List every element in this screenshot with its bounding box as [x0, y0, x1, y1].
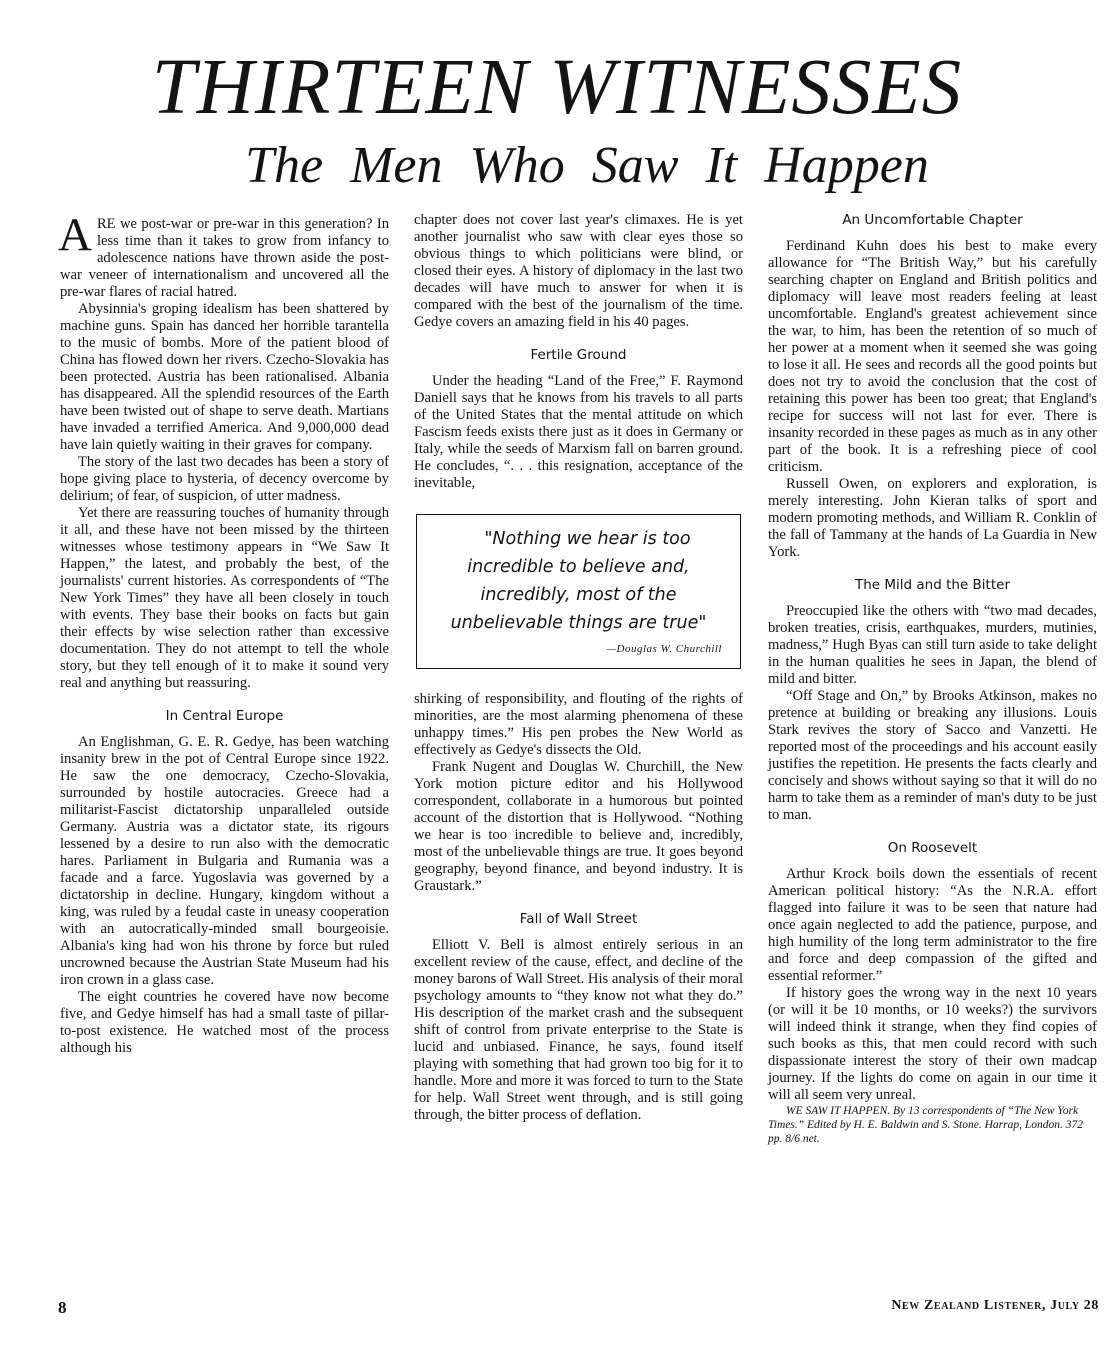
- paragraph: Preoccupied like the others with “two mad decades, broken treaties, crisis, earthquakes, murders, mutinies, madness,” Hugh Byas can still turn aside to take delight in the human qualities he sees in Japan, the blend of mild and bitter.: [768, 603, 1097, 687]
- paragraph: Under the heading “Land of the Free,” F. Raymond Daniell says that he knows from his travels to all parts of the United States that the mental attitude on which Fascism feeds exists there just as it does in Germany or Italy, while the seeds of Marxism fall on barren ground. He concludes, “. . . this resignation, acceptance of the inevitable,: [414, 373, 743, 491]
- column-3: [768, 212, 1097, 1146]
- paragraph: Abysinnia's groping idealism has been shattered by machine guns. Spain has danced her horrible tarantella to the music of bombs. More of the patient blood of China has flowed down her rivers. Czecho-Slovakia has been protected. Austria has been rationalised. Albania has disappeared. All the splendid resources of the Earth have been twisted out of shape to serve death. Martians have invaded a terrified America. And 9,000,000 dead have lain quietly waiting in their graves for company.: [60, 301, 389, 453]
- column-1: [58, 209, 389, 1057]
- paragraph: Ferdinand Kuhn does his best to make every allowance for “The British Way,” but his carefully searching chapter on England and British politics and diplomacy will leave most readers feeling at least uncomfortable. England's greatest achievement since the war, to him, has been the retention of so much of her power at a moment when it seemed she was going to lose it all. He sees and records all the good points but does not try to avoid the conclusion that the cost of retaining this power has been too great; that England's recipe for success will not last for ever. There is insanity recorded in these pages as much as in any other part of the book. It is a refreshing piece of cool criticism.: [768, 238, 1097, 475]
- paragraph: Frank Nugent and Douglas W. Churchill, the New York motion picture editor and his Hollywood correspondent, collaborate in a humorous but pointed account of the distortion that is Hollywood. “Nothing we hear is too incredible to believe and, incredibly, most of the unbelievable things are true. It goes beyond geography, beyond finance, and beyond industry. It is Graustark.”: [414, 759, 743, 894]
- paragraph: If history goes the wrong way in the next 10 years (or will it be 10 months, or 10 weeks?) the survivors will indeed think it strange, when they find copies of such books as this, that men could record with such dispassionate interest the story of their own madcap journey. If the lights do come on again in our time it will all seem very unreal.: [768, 985, 1097, 1103]
- pull-quote-text: "Nothing we hear is too incredible to believe and, incredibly, most of the unbelievable things are true": [450, 529, 707, 633]
- subheadline: The Men Who Saw It Happen: [245, 137, 929, 194]
- paragraph: chapter does not cover last year's climaxes. He is yet another journalist who saw with clear eyes those so obvious things to which politicians were blind, or closed their eyes. A history of diplomacy in the last two decades will have much to answer for when it is compared with the best of the journalism of the time. Gedye covers an amazing field in his 40 pages.: [414, 212, 743, 330]
- headline: THIRTEEN WITNESSES: [151, 44, 963, 131]
- paragraph: “Off Stage and On,” by Brooks Atkinson, makes no pretence at building or breaking any illusions. Louis Stark revives the story of Sacco and Vanzetti. He reported most of the proceedings and his account easily justifies the repetition. He presents the facts clearly and concisely and shows without saying so that it will do no harm to take them as a reminder of man's duty to be just to man.: [768, 688, 1097, 823]
- paragraph: shirking of responsibility, and flouting of the rights of minorities, are the most alarming phenomena of these unhappy times.” His pen probes the New World as effectively as Gedye's dissects the Old.: [414, 691, 743, 758]
- paragraph: An Englishman, G. E. R. Gedye, has been watching insanity brew in the pot of Central Europe since 1922. He saw the one democracy, Czecho-Slovakia, surrounded by hostile autocracies. Greece had a militarist-Fascist dictatorship unparalleled outside Germany. Austria was a dictator state, its rigours lessened by a desire to run also with the democratic hares. Parliament in Bulgaria and Rumania was a facade and a farce. Yugoslavia was governed by a dictatorship in decline. Hungary, kingdom without a king, was ruled by a feudal caste in uneasy cooperation with an autocratically-minded small bourgeoisie. Albania's king had won his throne by force but ruled uncrowned because the Austrian State Museum had his iron crown in a glass case.: [60, 734, 389, 988]
- drop-cap: A: [58, 209, 92, 261]
- section-heading: In Central Europe: [165, 708, 284, 724]
- opening-paragraph: [58, 209, 389, 301]
- paragraph: Yet there are reassuring touches of humanity through it all, and these have not been missed by the thirteen witnesses whose testimony appears in “We Saw It Happen,” the latest, and probably the best, of the journalists' current histories. As correspondents of “The New York Times” they have all been closely in touch with events. They base their books on facts but gain their effects by wise selection rather than excessive documentation. They do not attempt to tell the whole story, but they tell enough of it to make it sound very real and anything but reassuring.: [60, 505, 389, 691]
- pull-quote-credit: —Douglas W. Churchill: [606, 643, 722, 655]
- paragraph: The eight countries he covered have now become five, and Gedye himself has had a small taste of pillar-to-post existence. He watched most of the process although his: [60, 989, 389, 1056]
- section-heading: An Uncomfortable Chapter: [842, 212, 1023, 228]
- publication-masthead: New Zealand Listener, July 28: [891, 1298, 1099, 1313]
- paragraph: Arthur Krock boils down the essentials of recent American political history: “As the N.R.A. effort flagged into failure it was to be seen that nature had once again neglected to add the patience, purpose, and high humility of the long term administrator to the fire and force and deep compassion of the gifted and essential reformer.”: [768, 866, 1097, 984]
- paragraph: Elliott V. Bell is almost entirely serious in an excellent review of the cause, effect, and decline of the money barons of Wall Street. His analysis of their moral psychology amounts to “they know not what they do.” His description of the market crash and the subsequent shift of control from private enterprise to the State is lucid and unbiased. Finance, he says, found itself playing with something that had grown too big for it to handle. More and more it was forced to turn to the State for help. Wall Street went through, and is still going through, the bitter process of deflation.: [414, 937, 743, 1123]
- pull-quote-box: [416, 514, 741, 669]
- section-heading: On Roosevelt: [887, 840, 978, 856]
- opening-text: RE we post-war or pre-war in this generation? In less time than it takes to grow from infancy to adolescence nations have thrown aside the post-war veneer of internationalism and uncovered all the pre-war flares of racial hatred.: [60, 216, 389, 300]
- column-2: [414, 212, 743, 1124]
- book-details: WE SAW IT HAPPEN. By 13 correspondents of “The New York Times.” Edited by H. E. Baldwin and S. Stone. Harrap, London. 372 pp. 8/6 net.: [768, 1105, 1083, 1145]
- section-heading: Fertile Ground: [530, 347, 627, 363]
- paragraph: Russell Owen, on explorers and exploration, is merely interesting. John Kieran talks of sport and modern promoting methods, and William R. Conklin of the fall of Tammany at the hands of La Guardia in New York.: [768, 476, 1097, 560]
- page-number: 8: [58, 1298, 67, 1317]
- section-heading: Fall of Wall Street: [519, 911, 638, 927]
- section-heading: The Mild and the Bitter: [855, 577, 1010, 593]
- paragraph: The story of the last two decades has been a story of hope giving place to hysteria, of decency overcome by delirium; of fear, of suspicion, of utter madness.: [60, 454, 389, 504]
